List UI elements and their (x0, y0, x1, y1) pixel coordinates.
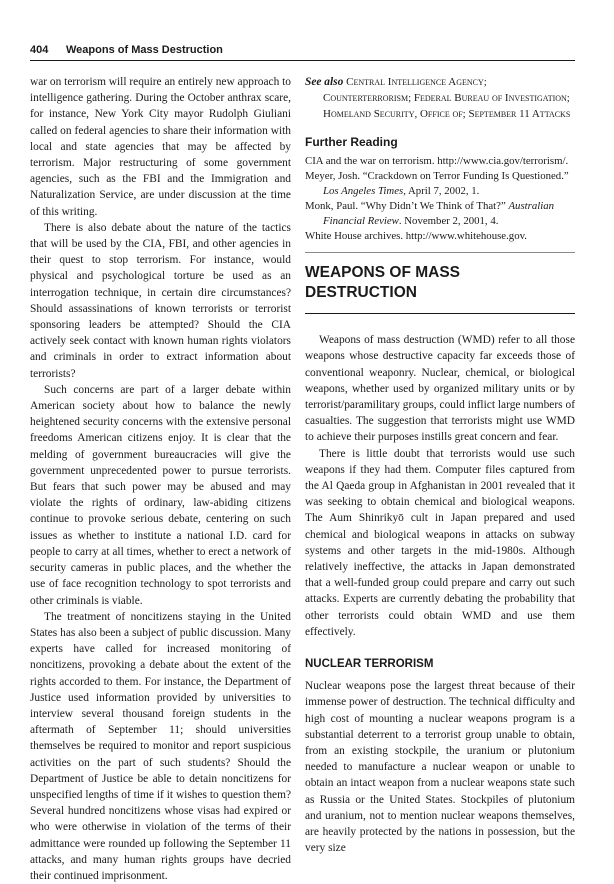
right-column (305, 74, 575, 855)
header-rule (30, 60, 575, 61)
reference-item: CIA and the war on terrorism. http://www.cia.gov/terrorism/. (305, 155, 569, 168)
body-paragraph: Such concerns are part of a larger debate within American society about how to balance the newly heightened security concerns with the extensive personal freedoms American citizens enjoy. It is clear that the melding of government bureaucracies will give the government unprecedented power to pursue terrorists. But fears that such power may be abused and may violate the rights of ordinary, law-abiding citizens continue to provoke serious debate, centering on such issues as whether to institute a national I.D. card for people to carry at all times, whether to erect a network of security cameras in public places, and the whether the use of face recognition technology to spot terrorists and other criminals is viable. (30, 383, 291, 607)
reference-item: Monk, Paul. “Why Didn’t We Think of That?” Australian Financial Review. November 2, 2001, 4. (305, 200, 555, 228)
page-number: 404 (30, 44, 49, 56)
see-also-link[interactable]: Central Intelligence Agency; (346, 76, 487, 88)
further-reading-heading: Further Reading (305, 135, 398, 149)
see-also-label: See also (305, 76, 344, 88)
reference-item: White House archives. http://www.whitehouse.gov. (305, 230, 527, 243)
body-paragraph: There is little doubt that terrorists would use such weapons if they had them. Computer files captured from the Al Qaeda group in Afghanistan in 2001 revealed that it was seeking to obtain chemical and biological weapons. The Aum Shinrikyō cult in Japan prepared and used chemical and biological weapons in attacks on subway systems and other targets in the mid-1980s. Although relatively ineffective, the attacks in Japan demonstrated that a well-funded group could prepare and carry out such attacks. Experts are currently debating the probability that other terrorists could obtain WMD and use them effectively. (305, 447, 575, 638)
reference-item: Meyer, Josh. “Crackdown on Terror Funding Is Questioned.” Los Angeles Times, April 7, 2002, 1. (305, 170, 569, 198)
see-also-link[interactable]: Counterterrorism; Federal Bureau of Investigation; (323, 92, 570, 104)
see-also-link[interactable]: Homeland Security, Office of; September 11 Attacks (323, 108, 571, 120)
body-paragraph: Nuclear weapons pose the largest threat because of their immense power of destruction. The technical difficulty and high cost of mounting a nuclear weapons program is a substantial deterrent to a terrorist group unable to obtain, from an existing stockpile, the uranium or plutonium needed to manufacture a nuclear weapon or unable to obtain an intact weapon from a nuclear weapons state such as Russia or the United States. Stockpiles of plutonium and uranium, not to mention nuclear weapons themselves, are heavily protected by the nations in possession, but the very size (305, 680, 575, 855)
body-paragraph: war on terrorism will require an entirely new approach to intelligence gathering. During the October anthrax scare, for instance, New York City mayor Rudolph Giuliani called on federal agencies to share their information with local and state agencies that may be affected by terrorism. Major restructuring of some government agencies, such as the FBI and the Immigration and Naturalization Service, are under discussion at the time of this writing. (30, 76, 291, 218)
section-title: WEAPONS OF MASS DESTRUCTION (305, 264, 461, 302)
section-divider (305, 252, 575, 253)
see-also (305, 74, 575, 122)
further-reading-list (305, 154, 575, 244)
body-paragraph: There is also debate about the nature of the tactics that will be used by the CIA, FBI, and other agencies in their quest to stop terrorism. For instance, would physical and psychological torture be used as an interrogation technique, in certain dire circumstances? Should assassinations of known terrorists or terrorist sponsoring leaders be attempted? Should the CIA actively seek contact with known human rights violators and criminals in order to extract information about terrorists? (30, 221, 291, 380)
subsection-title: NUCLEAR TERRORISM (305, 658, 434, 671)
section-title-rule (305, 313, 575, 314)
left-column (30, 74, 291, 882)
body-paragraph: The treatment of noncitizens staying in the United States has also been a subject of public discussion. Many experts have called for increased monitoring of noncitizens, provoking a debate about the extent of the rights accorded to them. For instance, the Department of Justice used information provided by universities to interview several thousand foreign students in the aftermath of September 11; should universities themselves be required to monitor and report suspicious activities on the part of such students? Should the Department of Justice be able to detain noncitizens for unspecified lengths of time if it wishes to question them? Several hundred noncitizens whose visas had expired or who were otherwise in violation of the terms of their admittance were rounded up following the September 11 attacks, and many human rights groups have decried their continued imprisonment. (30, 610, 291, 882)
running-head (30, 44, 575, 60)
body-paragraph: Weapons of mass destruction (WMD) refer to all those weapons whose destructive capacity far exceeds those of conventional weaponry. Nuclear, chemical, or biological weapons, whether used by organized military units or by terrorist/paramilitary groups, could inflict large numbers of casualties. The suggestion that terrorists might use WMD to achieve their purposes instills great concern and fear. (305, 334, 575, 444)
running-title: Weapons of Mass Destruction (66, 44, 223, 56)
